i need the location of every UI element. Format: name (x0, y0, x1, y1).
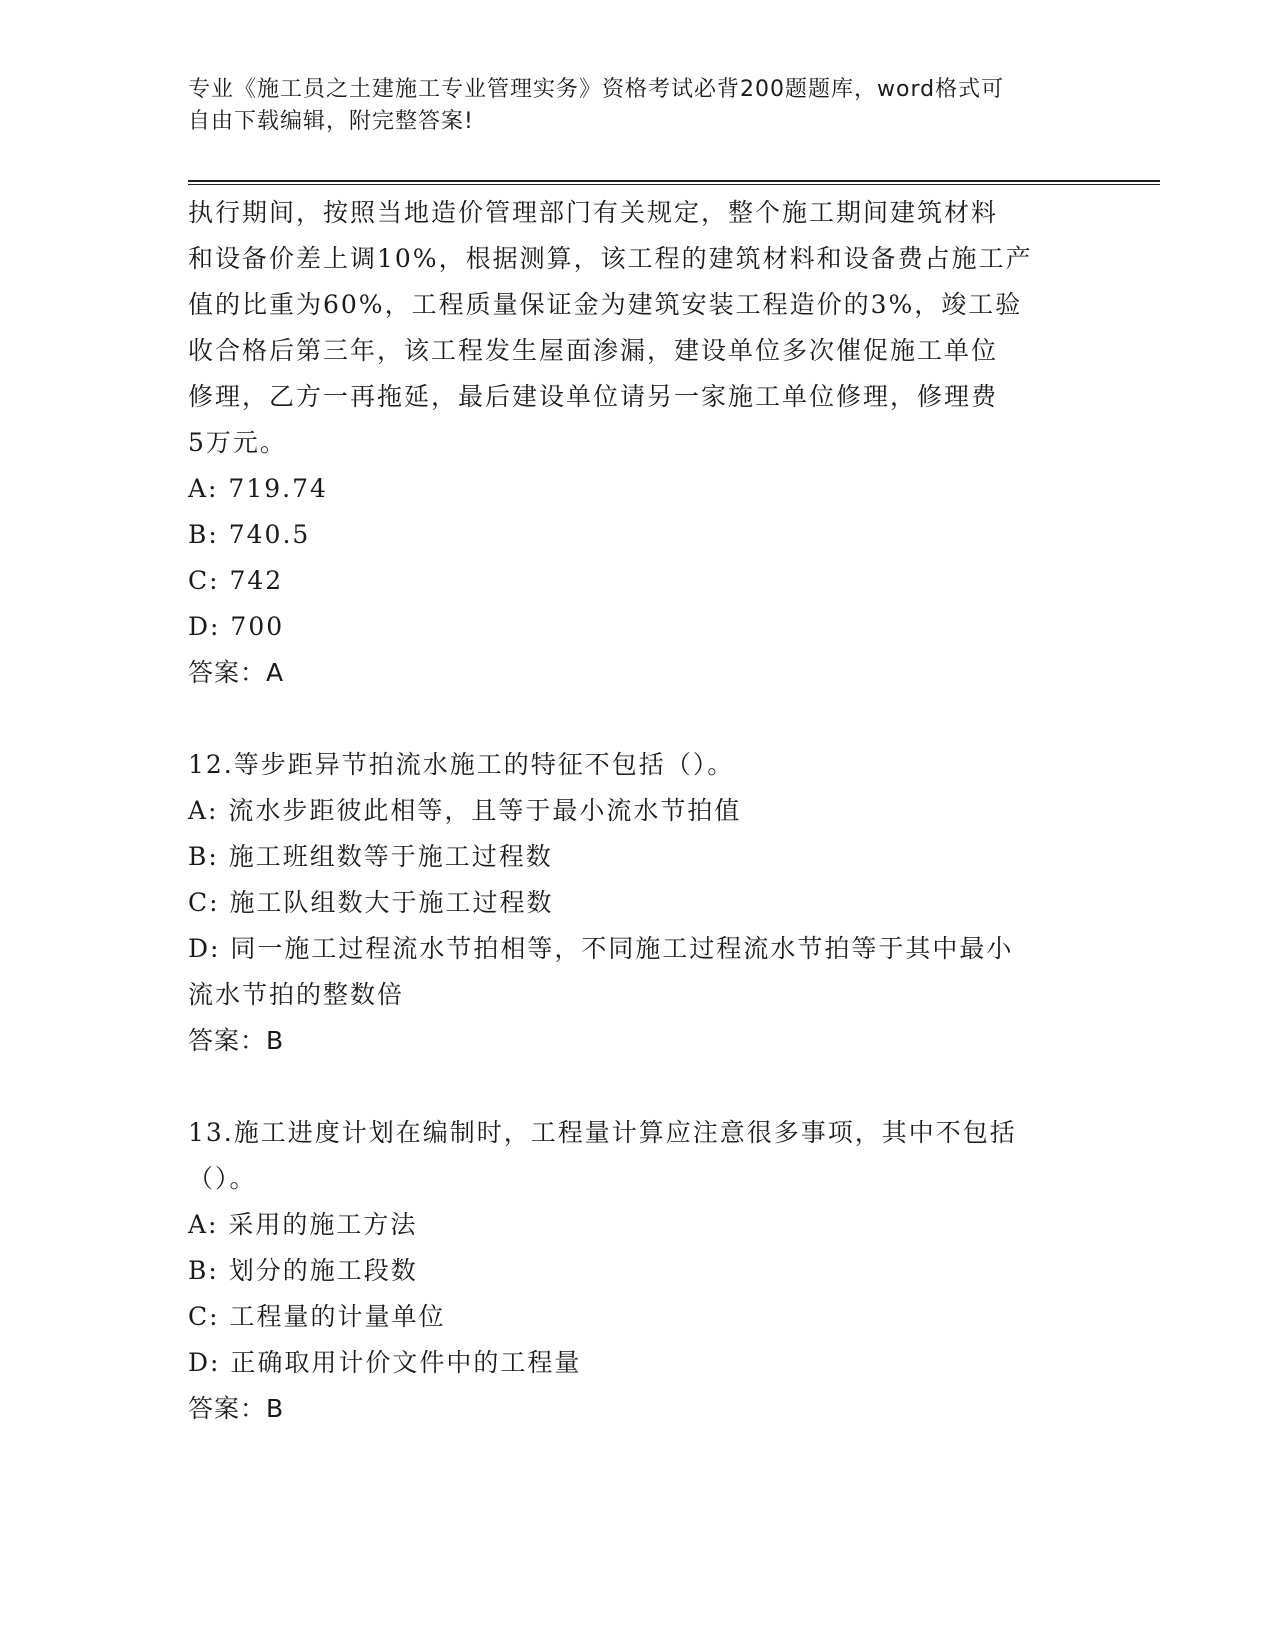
header-divider-thin (188, 184, 1160, 185)
question-stem-line: 5万元。 (188, 428, 287, 457)
answer: 答案：B (188, 1394, 285, 1423)
answer: 答案：A (188, 658, 285, 687)
option-c: C: 施工队组数大于施工过程数 (188, 888, 554, 917)
question-stem-line: 和设备价差上调10%，根据测算，该工程的建筑材料和设备费占施工产 (188, 244, 1033, 273)
option-d: D: 同一施工过程流水节拍相等，不同施工过程流水节拍等于其中最小 (188, 934, 1014, 963)
answer: 答案：B (188, 1026, 285, 1055)
header-divider (188, 180, 1160, 182)
question-stem-line: 收合格后第三年，该工程发生屋面渗漏，建设单位多次催促施工单位 (188, 336, 999, 365)
option-a: A: 采用的施工方法 (188, 1210, 418, 1239)
question-11 (188, 190, 1088, 696)
option-a: A: 719.74 (188, 474, 328, 503)
question-12 (188, 742, 1088, 1064)
question-13 (188, 1110, 1088, 1432)
option-d-continuation: 流水节拍的整数倍 (188, 980, 405, 1009)
header-line-1: 专业《施工员之土建施工专业管理实务》资格考试必背200题题库，word格式可 (188, 77, 1005, 102)
document-body (188, 190, 1088, 1432)
question-stem: 12.等步距异节拍流水施工的特征不包括（）。 (188, 750, 735, 779)
question-stem-line: 修理，乙方一再拖延，最后建设单位请另一家施工单位修理，修理费 (188, 382, 999, 411)
option-d: D: 正确取用计价文件中的工程量 (188, 1348, 582, 1377)
option-d: D: 700 (188, 612, 285, 641)
header-line-2: 自由下载编辑，附完整答案! (188, 109, 474, 134)
document-header (188, 74, 1088, 138)
option-b: B: 施工班组数等于施工过程数 (188, 842, 553, 871)
option-b: B: 划分的施工段数 (188, 1256, 418, 1285)
question-stem-line: （）。 (188, 1164, 257, 1193)
option-c: C: 工程量的计量单位 (188, 1302, 446, 1331)
question-stem-line: 13.施工进度计划在编制时，工程量计算应注意很多事项，其中不包括 (188, 1118, 1017, 1147)
option-a: A: 流水步距彼此相等，且等于最小流水节拍值 (188, 796, 742, 825)
option-b: B: 740.5 (188, 520, 311, 549)
question-stem-line: 值的比重为60%，工程质量保证金为建筑安装工程造价的3%，竣工验 (188, 290, 1023, 319)
question-stem-line: 执行期间，按照当地造价管理部门有关规定，整个施工期间建筑材料 (188, 198, 999, 227)
option-c: C: 742 (188, 566, 284, 595)
